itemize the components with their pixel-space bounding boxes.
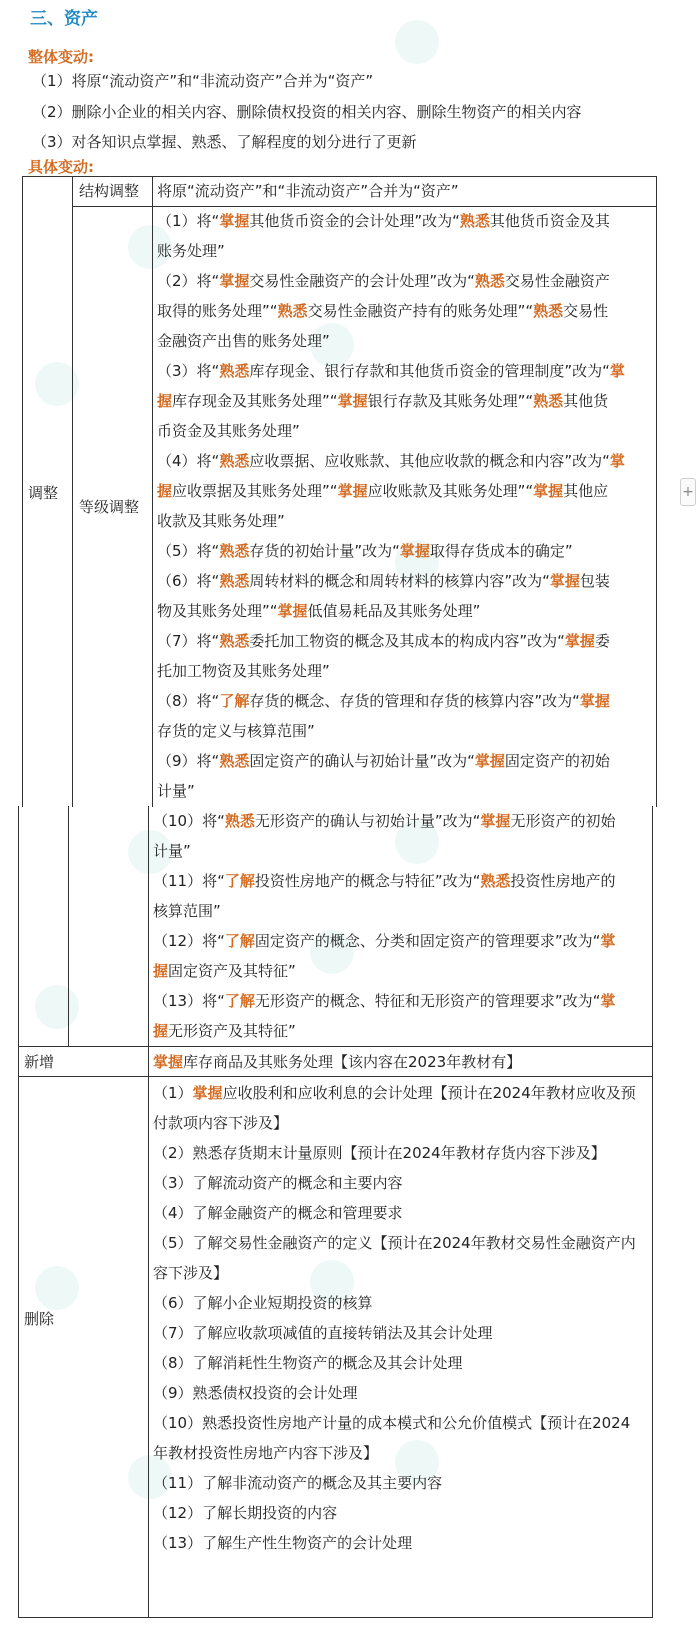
text-span: 无形资产的概念、特征和无形资产的管理要求”改为“ xyxy=(254,992,601,1010)
text-line xyxy=(157,236,652,266)
level-adjust-content xyxy=(157,206,652,806)
text-span: （13）将“ xyxy=(153,992,225,1010)
text-span: 交易性金融资产的会计处理”改为“ xyxy=(249,272,475,290)
highlight-text: 掌握 xyxy=(219,212,250,230)
highlight-text: 掌握 xyxy=(277,602,308,620)
highlight-text: 熟悉 xyxy=(219,572,250,590)
highlight-text: 熟悉 xyxy=(224,812,255,830)
highlight-text: 熟悉 xyxy=(219,752,250,770)
level-label: 等级调整 xyxy=(79,498,140,516)
highlight-text: 掌握 xyxy=(399,542,430,560)
text-line xyxy=(153,1108,648,1138)
level-adjust-content-continued xyxy=(153,806,648,1046)
text-span: （4）将“ xyxy=(157,452,220,470)
highlight-text: 熟悉 xyxy=(219,632,250,650)
new-content xyxy=(153,1047,648,1077)
text-line xyxy=(153,836,648,866)
text-span: （12）了解长期投资的内容 xyxy=(153,1504,338,1522)
text-line xyxy=(153,986,648,1016)
text-span: （2）将“ xyxy=(157,272,220,290)
text-span: 低值易耗品及其账务处理” xyxy=(307,602,481,620)
text-line xyxy=(153,1288,648,1318)
text-span: 无形资产的初始 xyxy=(510,812,616,830)
text-span: （13）了解生产性生物资产的会计处理 xyxy=(153,1534,413,1552)
text-line xyxy=(157,656,652,686)
text-span: 固定资产及其特征” xyxy=(168,962,296,980)
text-line xyxy=(153,1408,648,1438)
text-span: 周转材料的概念和周转材料的核算内容”改为“ xyxy=(249,572,550,590)
text-line xyxy=(153,1047,648,1077)
text-span: 交易性金融资产持有的账务处理”“ xyxy=(307,302,534,320)
text-span: （9）将“ xyxy=(157,752,220,770)
text-line xyxy=(153,1528,648,1558)
highlight-text: 握 xyxy=(157,482,173,500)
text-line xyxy=(157,566,652,596)
highlight-text: 掌 xyxy=(600,932,616,950)
table-border xyxy=(148,806,149,1618)
highlight-text: 掌握 xyxy=(153,1053,184,1071)
text-span: 委托加工物资的概念及其成本的构成内容”改为“ xyxy=(249,632,565,650)
highlight-text: 掌握 xyxy=(533,482,564,500)
structure-label: 结构调整 xyxy=(79,182,140,200)
text-span: 交易性 xyxy=(563,302,609,320)
expand-button[interactable]: + xyxy=(680,478,696,506)
highlight-text: 掌握 xyxy=(549,572,580,590)
text-span: 投资性房地产的概念与特征”改为“ xyxy=(254,872,481,890)
highlight-text: 熟悉 xyxy=(459,212,490,230)
text-line xyxy=(153,1138,648,1168)
highlight-text: 掌握 xyxy=(219,272,250,290)
text-line xyxy=(153,1468,648,1498)
text-line xyxy=(153,806,648,836)
text-span: （11）将“ xyxy=(153,872,225,890)
text-span: 收款及其账务处理” xyxy=(157,512,285,530)
text-span: 包装 xyxy=(579,572,610,590)
text-span: 取得存货成本的确定” xyxy=(429,542,573,560)
text-line xyxy=(157,206,652,236)
table-border xyxy=(72,176,73,807)
table-border xyxy=(656,176,657,807)
text-span: （1） xyxy=(153,1084,193,1102)
text-span: （8）了解消耗性生物资产的概念及其会计处理 xyxy=(153,1354,463,1372)
highlight-text: 掌握 xyxy=(579,692,610,710)
highlight-text: 握 xyxy=(157,392,173,410)
adjust-label: 调整 xyxy=(28,484,59,502)
table-border xyxy=(18,806,19,1618)
text-span: 固定资产的概念、分类和固定资产的管理要求”改为“ xyxy=(254,932,601,950)
text-line xyxy=(157,536,652,566)
text-span: （7）了解应收款项减值的直接转销法及其会计处理 xyxy=(153,1324,493,1342)
text-span: 其他货 xyxy=(563,392,609,410)
text-line xyxy=(157,776,652,806)
text-span: （4）了解金融资产的概念和管理要求 xyxy=(153,1204,403,1222)
highlight-text: 熟悉 xyxy=(474,272,505,290)
text-span: 应收票据及其账务处理”“ xyxy=(172,482,338,500)
new-label: 新增 xyxy=(24,1053,55,1071)
text-line xyxy=(153,956,648,986)
text-line xyxy=(153,896,648,926)
highlight-text: 掌 xyxy=(609,362,625,380)
text-line xyxy=(153,1016,648,1046)
text-span: 物及其账务处理”“ xyxy=(157,602,278,620)
section-title: 三、资产 xyxy=(30,9,98,29)
text-span: （7）将“ xyxy=(157,632,220,650)
text-span: 存货的初始计量”改为“ xyxy=(249,542,400,560)
text-line xyxy=(157,266,652,296)
text-span: 存货的定义与核算范围” xyxy=(157,722,315,740)
table-border xyxy=(18,1617,653,1618)
highlight-text: 掌 xyxy=(609,452,625,470)
text-span: （11）了解非流动资产的概念及其主要内容 xyxy=(153,1474,443,1492)
text-span: 计量” xyxy=(157,782,195,800)
highlight-text: 了解 xyxy=(224,992,255,1010)
text-span: 银行存款及其账务处理”“ xyxy=(367,392,534,410)
text-line xyxy=(157,626,652,656)
text-line xyxy=(157,326,652,356)
highlight-text: 了解 xyxy=(224,932,255,950)
text-span: （2）熟悉存货期末计量原则【预计在2024年教材存货内容下涉及】 xyxy=(153,1144,606,1162)
text-line xyxy=(157,716,652,746)
highlight-text: 掌握 xyxy=(564,632,595,650)
text-span: 库存现金及其账务处理”“ xyxy=(172,392,338,410)
text-span: （10）熟悉投资性房地产计量的成本模式和公允价值模式【预计在2024 xyxy=(153,1414,631,1432)
text-span: 托加工物资及其账务处理” xyxy=(157,662,330,680)
text-line xyxy=(153,1198,648,1228)
highlight-text: 握 xyxy=(153,1022,169,1040)
text-span: （9）熟悉债权投资的会计处理 xyxy=(153,1384,358,1402)
text-span: 交易性金融资产 xyxy=(504,272,610,290)
text-span: 应收票据、应收账款、其他应收款的概念和内容”改为“ xyxy=(249,452,610,470)
text-line xyxy=(153,1078,648,1108)
text-span: 币资金及其账务处理” xyxy=(157,422,300,440)
text-span: 固定资产的初始 xyxy=(504,752,610,770)
highlight-text: 熟悉 xyxy=(533,302,564,320)
text-span: 无形资产及其特征” xyxy=(168,1022,296,1040)
highlight-text: 了解 xyxy=(219,692,250,710)
text-span: 库存现金、银行存款和其他货币资金的管理制度”改为“ xyxy=(249,362,610,380)
highlight-text: 熟悉 xyxy=(277,302,308,320)
text-span: 其他货币资金的会计处理”改为“ xyxy=(249,212,460,230)
table-border xyxy=(152,176,153,807)
highlight-text: 熟悉 xyxy=(219,542,250,560)
highlight-text: 掌握 xyxy=(192,1084,223,1102)
text-span: 无形资产的确认与初始计量”改为“ xyxy=(254,812,481,830)
text-line xyxy=(157,296,652,326)
highlight-text: 掌握 xyxy=(337,392,368,410)
highlight-text: 熟悉 xyxy=(219,362,250,380)
text-line xyxy=(153,1348,648,1378)
text-span: 其他应 xyxy=(563,482,609,500)
text-span: 应收股利和应收利息的会计处理【预计在2024年教材应收及预 xyxy=(222,1084,636,1102)
text-line xyxy=(153,1228,648,1258)
structure-text: 将原“流动资产”和“非流动资产”合并为“资产” xyxy=(157,182,459,200)
text-span: 金融资产出售的账务处理” xyxy=(157,332,330,350)
text-line xyxy=(153,1378,648,1408)
text-span: （6）将“ xyxy=(157,572,220,590)
overall-item: （1）将原“流动资产”和“非流动资产”合并为“资产” xyxy=(32,72,374,90)
table-border xyxy=(652,806,653,1618)
text-line xyxy=(153,1318,648,1348)
text-span: （1）将“ xyxy=(157,212,220,230)
highlight-text: 熟悉 xyxy=(533,392,564,410)
highlight-text: 掌 xyxy=(600,992,616,1010)
text-span: 存货的概念、存货的管理和存货的核算内容”改为“ xyxy=(249,692,580,710)
specific-heading: 具体变动: xyxy=(28,158,94,176)
text-span: 付款项内容下涉及】 xyxy=(153,1114,289,1132)
watermark-logo xyxy=(395,20,439,64)
text-span: 年教材投资性房地产内容下涉及】 xyxy=(153,1444,379,1462)
overall-heading: 整体变动: xyxy=(28,48,94,66)
text-span: （5）将“ xyxy=(157,542,220,560)
text-span: 投资性房地产的 xyxy=(510,872,616,890)
text-line xyxy=(153,926,648,956)
text-line xyxy=(157,506,652,536)
text-line xyxy=(157,476,652,506)
overall-item: （3）对各知识点掌握、熟悉、了解程度的划分进行了更新 xyxy=(32,133,417,151)
text-span: （6）了解小企业短期投资的核算 xyxy=(153,1294,373,1312)
overall-item: （2）删除小企业的相关内容、删除债权投资的相关内容、删除生物资产的相关内容 xyxy=(32,103,582,121)
text-line xyxy=(157,416,652,446)
text-line xyxy=(153,866,648,896)
text-span: （10）将“ xyxy=(153,812,225,830)
text-line xyxy=(153,1168,648,1198)
text-span: （5）了解交易性金融资产的定义【预计在2024年教材交易性金融资产内 xyxy=(153,1234,636,1252)
text-span: 固定资产的确认与初始计量”改为“ xyxy=(249,752,475,770)
text-span: 账务处理” xyxy=(157,242,225,260)
text-span: 容下涉及】 xyxy=(153,1264,229,1282)
text-span: 核算范围” xyxy=(153,902,221,920)
highlight-text: 掌握 xyxy=(337,482,368,500)
text-line xyxy=(157,356,652,386)
highlight-text: 掌握 xyxy=(474,752,505,770)
text-line xyxy=(157,596,652,626)
text-span: 委 xyxy=(594,632,610,650)
text-line xyxy=(157,446,652,476)
delete-label: 删除 xyxy=(24,1310,55,1328)
text-line xyxy=(157,746,652,776)
highlight-text: 掌握 xyxy=(480,812,511,830)
table-border xyxy=(68,806,69,1046)
text-span: （3）了解流动资产的概念和主要内容 xyxy=(153,1174,403,1192)
text-span: （3）将“ xyxy=(157,362,220,380)
text-span: 应收账款及其账务处理”“ xyxy=(367,482,534,500)
highlight-text: 熟悉 xyxy=(219,452,250,470)
highlight-text: 握 xyxy=(153,962,169,980)
highlight-text: 了解 xyxy=(224,872,255,890)
text-span: （8）将“ xyxy=(157,692,220,710)
delete-content xyxy=(153,1078,648,1558)
text-span: 取得的账务处理”“ xyxy=(157,302,278,320)
text-span: 计量” xyxy=(153,842,191,860)
text-line xyxy=(157,686,652,716)
text-span: 库存商品及其账务处理【该内容在2023年教材有】 xyxy=(183,1053,522,1071)
text-line xyxy=(153,1498,648,1528)
table-border xyxy=(22,176,23,807)
text-span: 其他货币资金及其 xyxy=(489,212,610,230)
text-line xyxy=(157,386,652,416)
highlight-text: 熟悉 xyxy=(480,872,511,890)
text-line xyxy=(153,1258,648,1288)
text-span: （12）将“ xyxy=(153,932,225,950)
watermark-logo xyxy=(35,985,79,1029)
text-line xyxy=(153,1438,648,1468)
